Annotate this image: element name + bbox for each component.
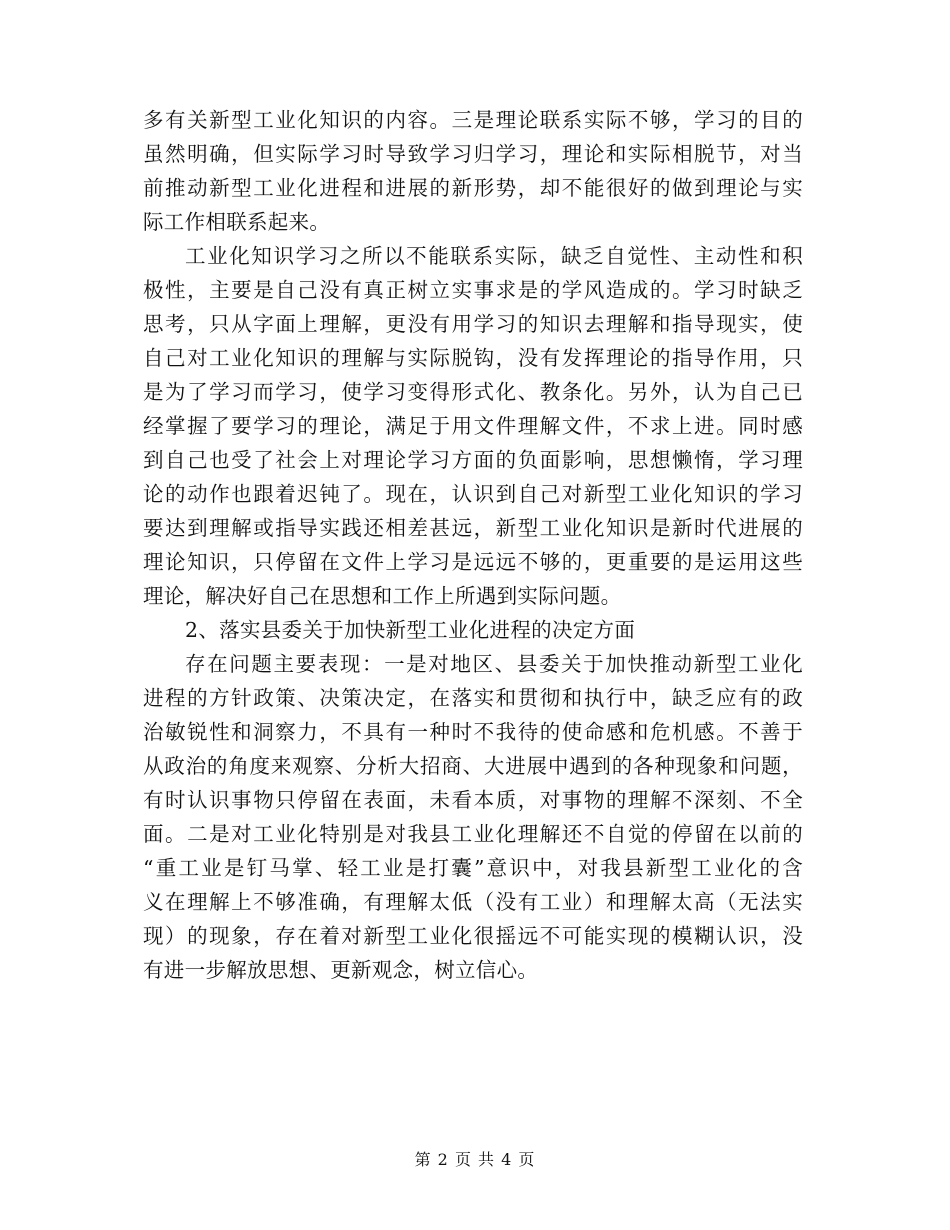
text-line: 自己对工业化知识的理解与实际脱钩，没有发挥理论的指导作用，只 — [143, 346, 803, 370]
text-line: 到自己也受了社会上对理论学习方面的负面影响，思想懒惰，学习理 — [143, 448, 803, 472]
text-line: 理论，解决好自己在思想和工作上所遇到实际问题。 — [143, 584, 622, 608]
text-line: 2、落实县委关于加快新型工业化进程的决定方面 — [185, 618, 636, 642]
text-line: 论的动作也跟着迟钝了。现在，认识到自己对新型工业化知识的学习 — [143, 482, 803, 506]
text-line: 工业化知识学习之所以不能联系实际，缺乏自觉性、主动性和积 — [185, 244, 803, 268]
paragraph — [143, 103, 803, 239]
text-line: 多有关新型工业化知识的内容。三是理论联系实际不够，学习的目的 — [143, 108, 803, 132]
text-line: 极性，主要是自己没有真正树立实事求是的学风造成的。学习时缺乏 — [143, 278, 803, 302]
text-line: 要达到理解或指导实践还相差甚远，新型工业化知识是新时代进展的 — [143, 516, 803, 540]
text-line: 虽然明确，但实际学习时导致学习归学习，理论和实际相脱节，对当 — [143, 142, 803, 166]
text-line: 有时认识事物只停留在表面，未看本质，对事物的理解不深刻、不全 — [143, 788, 803, 812]
text-line: 进程的方针政策、决策决定，在落实和贯彻和执行中，缺乏应有的政 — [143, 686, 803, 710]
text-line: “重工业是钉马掌、轻工业是打囊”意识中，对我县新型工业化的含 — [143, 856, 803, 880]
page-footer: 第 2 页 共 4 页 — [414, 1150, 536, 1169]
text-line: 治敏锐性和洞察力，不具有一种时不我待的使命感和危机感。不善于 — [143, 720, 803, 744]
document-body — [143, 103, 803, 987]
text-line: 存在问题主要表现：一是对地区、县委关于加快推动新型工业化 — [185, 652, 803, 676]
text-line: 经掌握了要学习的理论，满足于用文件理解文件，不求上进。同时感 — [143, 414, 803, 438]
text-line: 从政治的角度来观察、分析大招商、大进展中遇到的各种现象和问题， — [143, 754, 803, 778]
section-heading — [143, 613, 803, 647]
text-line: 思考，只从字面上理解，更没有用学习的知识去理解和指导现实，使 — [143, 312, 803, 336]
paragraph — [143, 239, 803, 613]
text-line: 现）的现象，存在着对新型工业化很摇远不可能实现的模糊认识，没 — [143, 924, 803, 948]
text-line: 是为了学习而学习，使学习变得形式化、教条化。另外，认为自己已 — [143, 380, 803, 404]
text-line: 有进一步解放思想、更新观念，树立信心。 — [143, 958, 539, 982]
paragraph — [143, 647, 803, 987]
text-line: 面。二是对工业化特别是对我县工业化理解还不自觉的停留在以前的 — [143, 822, 803, 846]
text-line: 义在理解上不够准确，有理解太低（没有工业）和理解太高（无法实 — [143, 890, 803, 914]
text-line: 前推动新型工业化进程和进展的新形势，却不能很好的做到理论与实 — [143, 176, 803, 200]
text-line: 际工作相联系起来。 — [143, 210, 331, 234]
text-line: 理论知识，只停留在文件上学习是远远不够的，更重要的是运用这些 — [143, 550, 803, 574]
